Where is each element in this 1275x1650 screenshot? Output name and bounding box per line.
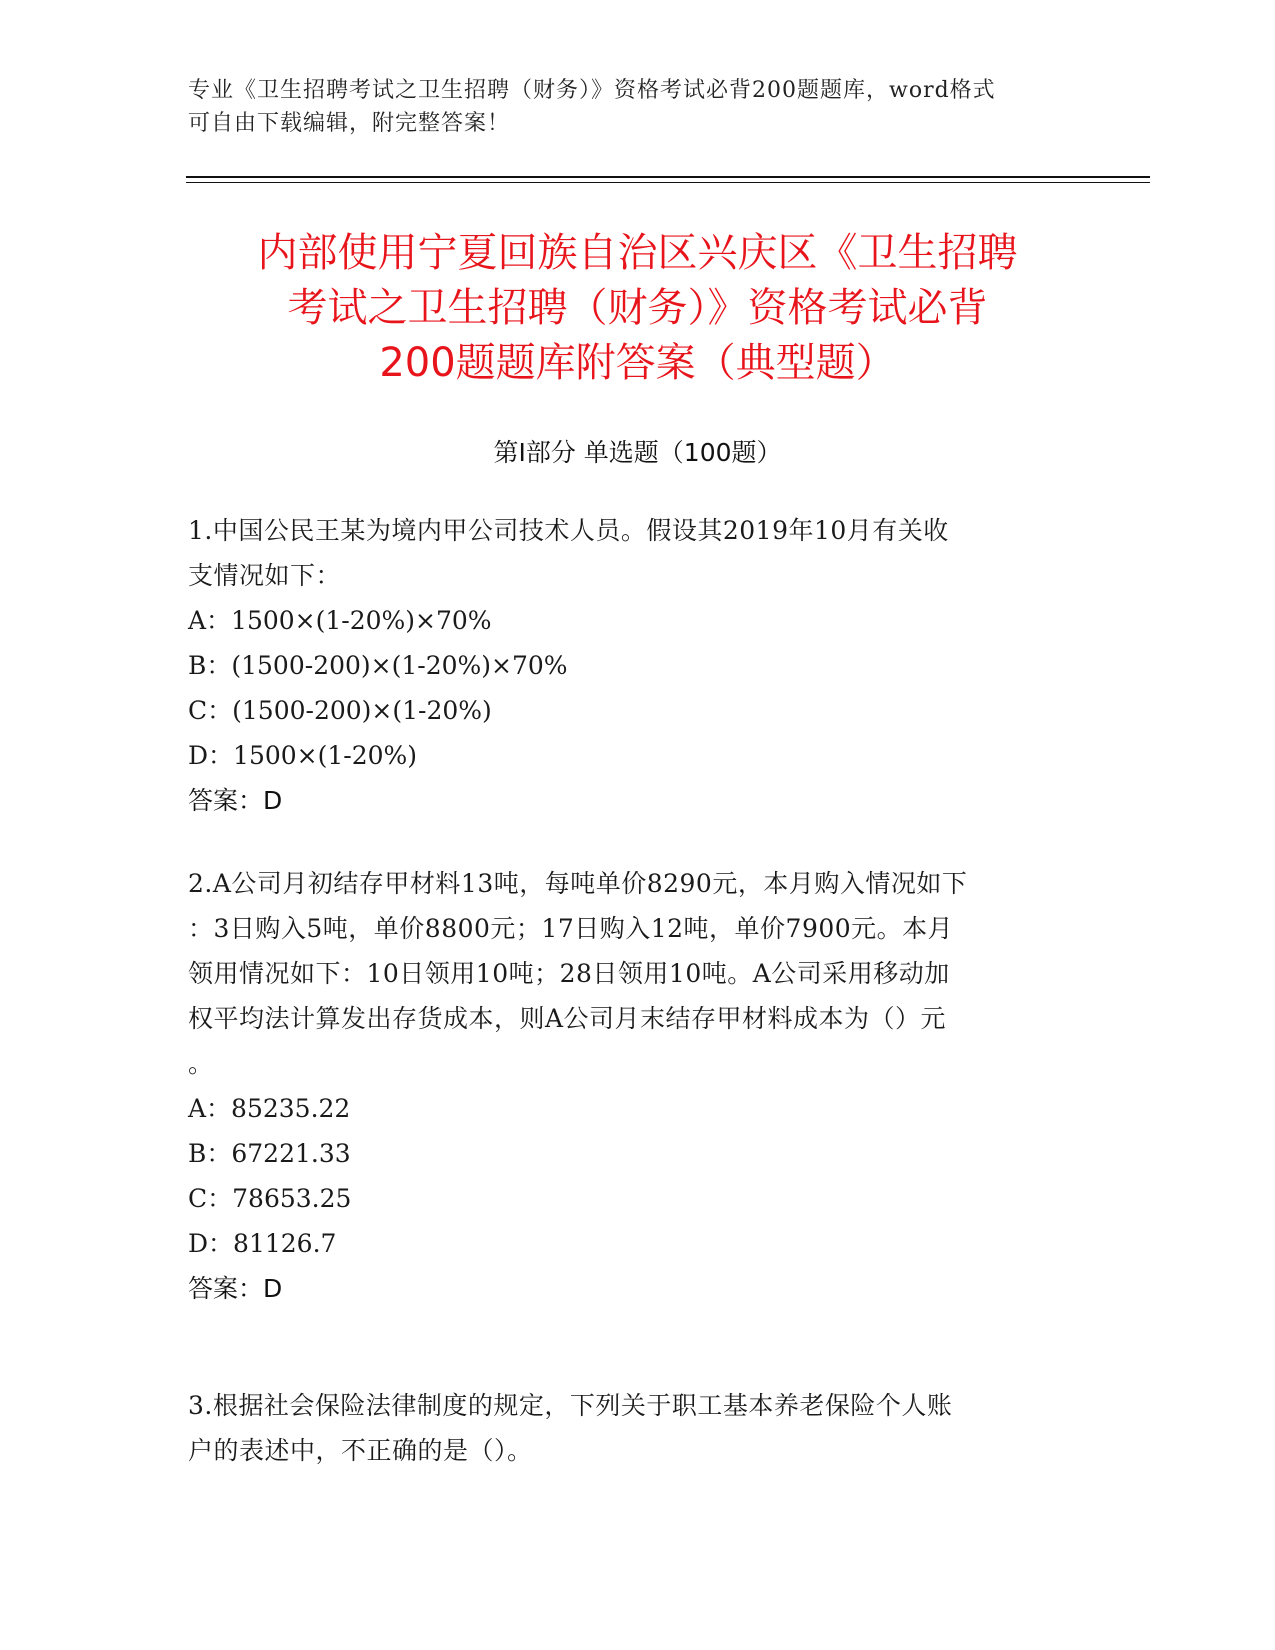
header-note-line: 可自由下载编辑，附完整答案！ (188, 111, 511, 136)
stem-line: 。 (188, 1049, 214, 1078)
stem-line: 权平均法计算发出存货成本，则A公司月末结存甲材料成本为（）元 (188, 1004, 947, 1033)
question-3 (188, 1383, 1088, 1473)
stem-line: 2.A公司月初结存甲材料13吨，每吨单价8290元，本月购入情况如下 (188, 869, 968, 898)
header-divider (186, 176, 1150, 178)
option-c: C：(1500-200)×(1-20%) (188, 696, 492, 725)
title-line: 内部使用宁夏回族自治区兴庆区《卫生招聘 (257, 230, 1018, 276)
header-divider-thin (186, 182, 1150, 183)
option-d: D：1500×(1-20%) (188, 741, 418, 770)
stem-line: 支情况如下： (188, 561, 342, 590)
question-1 (188, 508, 1088, 823)
option-b: B：(1500-200)×(1-20%)×70% (188, 651, 568, 680)
title-line: 200题题库附答案（典型题） (379, 340, 896, 386)
answer: 答案：D (188, 1274, 283, 1303)
answer: 答案：D (188, 786, 283, 815)
question-stem (188, 861, 1088, 1086)
stem-line: 户的表述中，不正确的是（）。 (188, 1436, 533, 1465)
question-stem (188, 1383, 1088, 1473)
option-c: C：78653.25 (188, 1184, 352, 1213)
stem-line: 3.根据社会保险法律制度的规定，下列关于职工基本养老保险个人账 (188, 1391, 953, 1420)
document-title (150, 226, 1125, 391)
question-stem (188, 508, 1088, 598)
section-heading: 第Ⅰ部分 单选题（100题） (493, 438, 782, 467)
stem-line: 1.中国公民王某为境内甲公司技术人员。假设其2019年10月有关收 (188, 516, 949, 545)
option-a: A：85235.22 (188, 1094, 351, 1123)
question-2 (188, 861, 1088, 1311)
stem-line: 领用情况如下：10日领用10吨；28日领用10吨。A公司采用移动加 (188, 959, 950, 988)
option-a: A：1500×(1-20%)×70% (188, 606, 492, 635)
option-d: D：81126.7 (188, 1229, 337, 1258)
option-b: B：67221.33 (188, 1139, 351, 1168)
title-line: 考试之卫生招聘（财务）》资格考试必背 (287, 285, 988, 331)
stem-line: ：3日购入5吨，单价8800元；17日购入12吨，单价7900元。本月 (188, 914, 954, 943)
header-note (188, 74, 1068, 140)
header-note-line: 专业《卫生招聘考试之卫生招聘（财务）》资格考试必背200题题库，word格式 (188, 78, 996, 103)
